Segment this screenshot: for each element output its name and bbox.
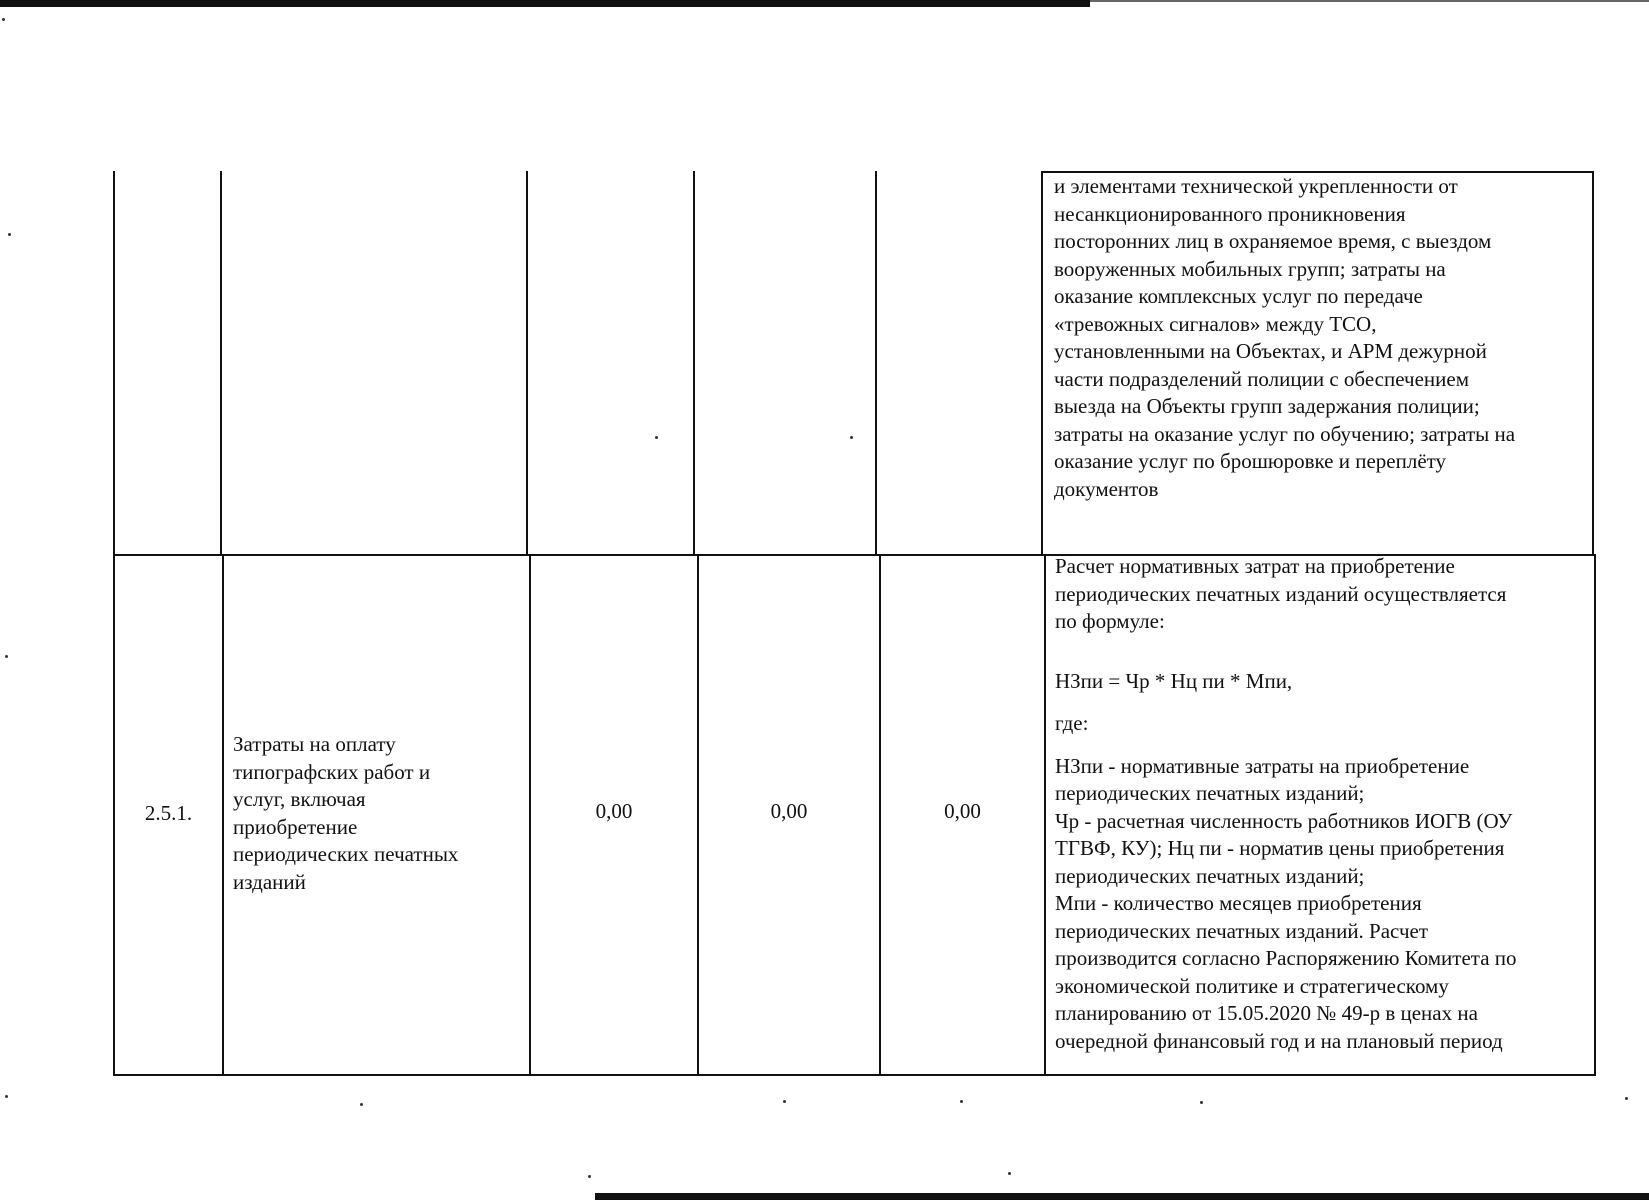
calculation-description-cell — [1055, 553, 1592, 1055]
value-cell-1: 0,00 — [595, 799, 633, 823]
scan-edge-bottom — [595, 1193, 1649, 1200]
row-separator — [113, 554, 1043, 556]
value-cell-3: 0,00 — [944, 799, 981, 823]
calculation-definitions: НЗпи - нормативные затраты на приобретение периодических печатных изданий; Чр - расчетная численность работников ИОГВ (ОУ ТГВФ, КУ); Нц пи - норматив цены приобретения периодических печатных изданий; Мпи - количество месяцев приобретения периодических печатных изданий. Расчет производится согласно Распоряжению Комитета по экономической политике и стратегическому планированию от 15.05.2020 № 49-р в ценах на очередной финансовый год и на плановый период — [1055, 753, 1517, 1053]
scan-speck — [588, 1175, 591, 1178]
scan-speck — [5, 1095, 8, 1098]
where-label: где: — [1055, 711, 1089, 735]
scan-speck — [1008, 1172, 1011, 1175]
scan-speck — [1625, 1097, 1628, 1100]
calculation-formula: НЗпи = Чр * Нц пи * Мпи, — [1055, 668, 1293, 693]
description-text: и элементами технической укрепленности от несанкционированного проникновения посторонних лиц в охраняемое время, с выездом вооруженных мобильных групп; затраты на оказание комплексных услуг по передаче «тревожных сигналов» между ТСО, установленными на Объектах, и АРМ дежурной части подразделений полиции с обеспечением выезда на Объекты групп задержания полиции; затраты на оказание услуг по обучению; затраты на оказание услуг по брошюровке и переплёту документов — [1054, 174, 1516, 501]
value-cell-2: 0,00 — [770, 799, 808, 823]
scan-speck — [783, 1100, 786, 1103]
scan-speck — [8, 233, 11, 236]
table-border — [526, 171, 528, 555]
scan-speck — [850, 436, 853, 439]
table-border — [113, 171, 115, 555]
scan-speck — [655, 436, 658, 439]
row-number: 2.5.1. — [144, 801, 193, 825]
table-bottom-border — [113, 1074, 1046, 1076]
scan-edge-top-fade — [1090, 0, 1649, 2]
scan-speck — [960, 1100, 963, 1103]
scan-speck — [1200, 1101, 1203, 1104]
scan-edge-top — [0, 0, 1090, 7]
calculation-intro: Расчет нормативных затрат на приобретение периодических печатных изданий осуществляется по формуле: — [1055, 554, 1507, 633]
scan-speck — [5, 655, 8, 658]
scan-speck — [360, 1103, 363, 1106]
table-border — [875, 171, 877, 555]
table-border — [222, 554, 224, 1076]
expense-name: Затраты на оплату типографских работ и услуг, включая приобретение периодических печатных изданий — [233, 732, 459, 894]
table-border — [693, 171, 695, 555]
table-border — [220, 171, 222, 555]
expense-name-cell — [233, 731, 523, 896]
scan-speck — [2, 18, 5, 21]
description-cell — [1054, 173, 1589, 503]
